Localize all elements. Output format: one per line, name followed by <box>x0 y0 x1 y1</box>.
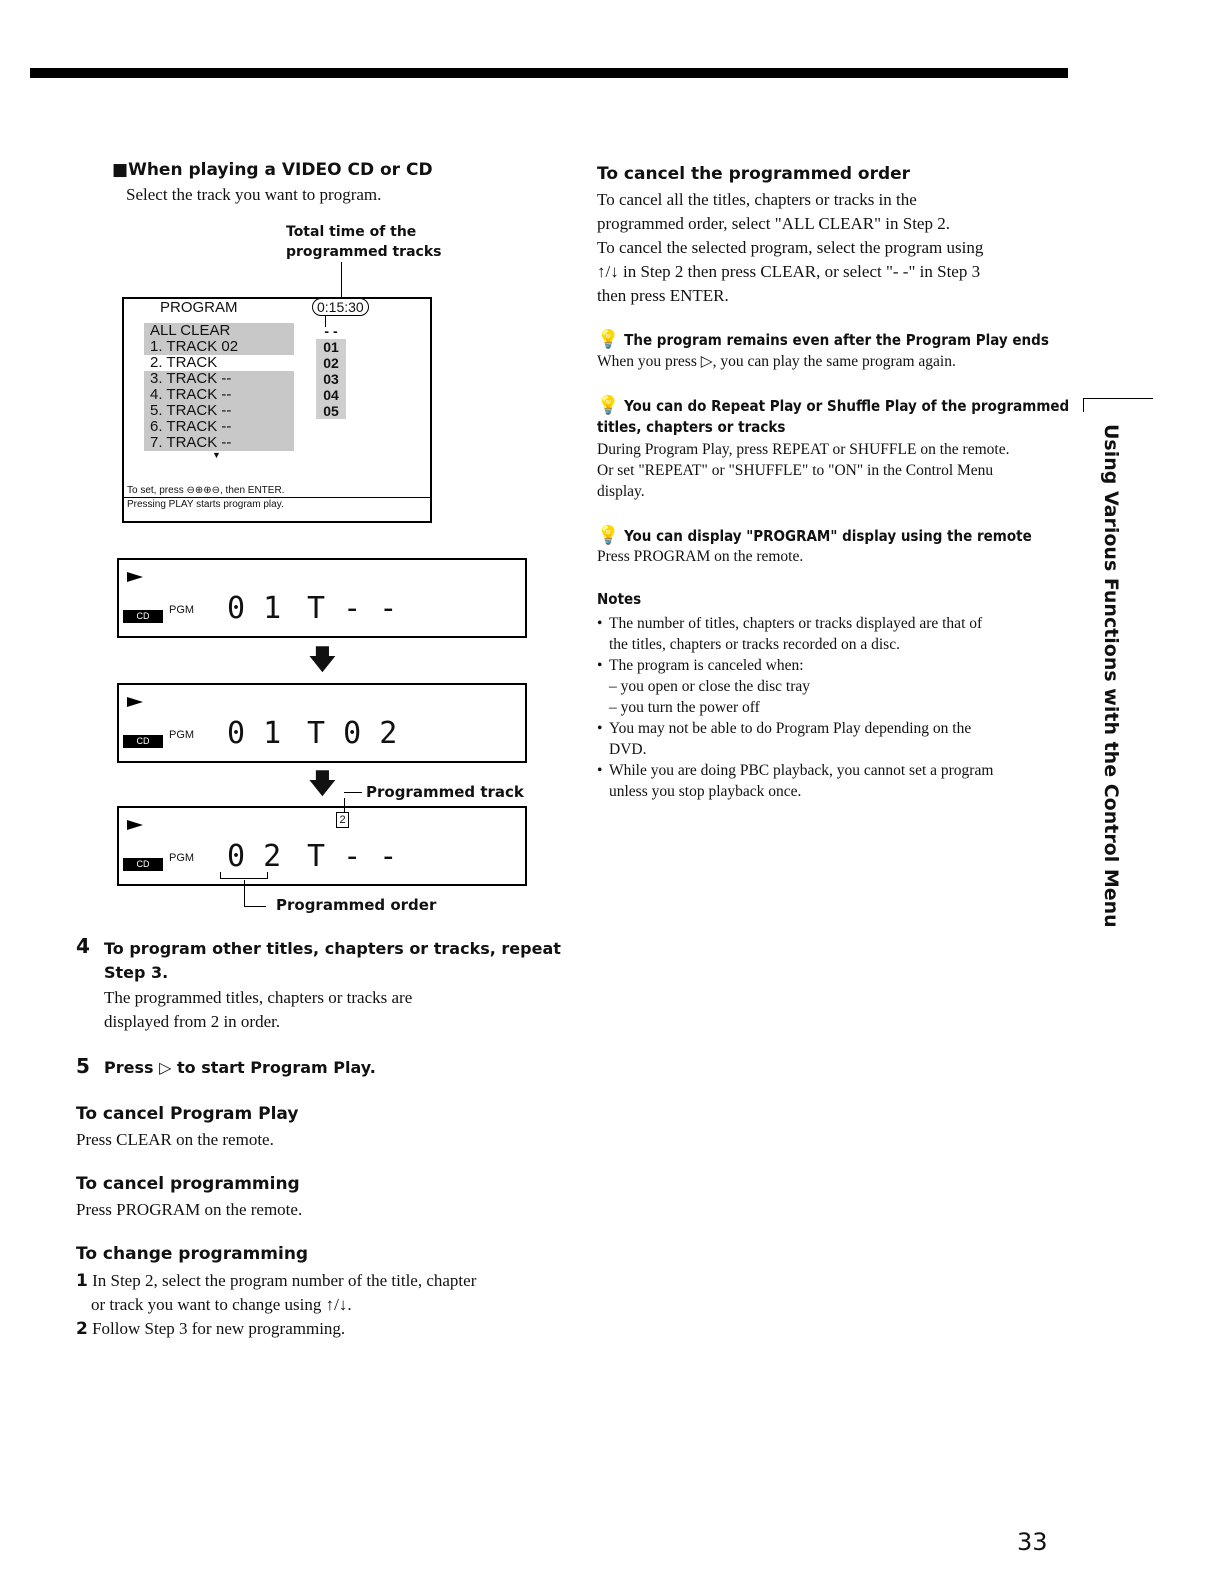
top-rule <box>30 68 1068 78</box>
note-item: • The program is canceled when: – you open or close the disc tray – you turn the power off <box>597 655 1067 718</box>
track-leader-horizontal <box>344 792 362 793</box>
change-programming-list: 1 In Step 2, select the program number of the title, chapter or track you want to change using ↑/↓. 2 Follow Step 3 for new programming. <box>76 1271 477 1339</box>
note-item: • While you are doing PBC playback, you cannot set a program unless you stop playback once. <box>597 760 1067 802</box>
tip-3-body: Press PROGRAM on the remote. <box>597 548 804 565</box>
side-tab-label: Using Various Functions with the Control Menu <box>1100 424 1122 928</box>
program-number: 01 <box>323 339 339 355</box>
program-item: 1. TRACK 02 <box>144 339 294 355</box>
tip-2-body: During Program Play, press REPEAT or SHUFFLE on the remote. Or set "REPEAT" or "SHUFFLE" to "ON" in the Control Menu display. <box>597 441 1010 500</box>
intro-text: Select the track you want to program. <box>126 185 382 204</box>
track-digits: T - - <box>307 591 398 626</box>
pgm-indicator: PGM <box>169 852 195 864</box>
lcd-display-3 <box>117 806 527 886</box>
cd-badge: CD <box>123 735 163 748</box>
notes-heading: Notes <box>597 590 642 608</box>
step-5-title: Press ▷ to start Program Play. <box>104 1058 376 1077</box>
note-item: • You may not be able to do Program Play depending on the DVD. <box>597 718 1067 760</box>
play-icon <box>127 697 143 707</box>
program-screen-title: PROGRAM <box>160 299 238 316</box>
page-number: 33 <box>1017 1528 1048 1556</box>
program-num-dash: - - <box>324 323 338 339</box>
play-icon <box>127 572 143 582</box>
tip-2-title: 💡 You can do Repeat Play or Shuffle Play of the programmed titles, chapters or tracks <box>597 395 1070 436</box>
program-item: 6. TRACK -- <box>144 419 294 435</box>
track-digits: T - - <box>307 839 398 874</box>
step-4-title: To program other titles, chapters or tracks, repeat Step 3. <box>104 939 561 982</box>
cancel-order-body: To cancel all the titles, chapters or tracks in the programmed order, select "ALL CLEAR" in Step 2. To cancel the selected program, select the program using ↑/↓ in Step 2 then press CLEAR, or select "- -" in Step 3 then press ENTER. <box>597 190 984 305</box>
lightbulb-icon: 💡 <box>597 395 620 416</box>
square-bullet-icon: ■ <box>112 160 129 180</box>
step-4-body: The programmed titles, chapters or tracks are displayed from 2 in order. <box>104 988 413 1031</box>
program-order-digits: 0 1 <box>227 591 282 626</box>
cd-badge: CD <box>123 858 163 871</box>
program-track-list <box>144 323 294 459</box>
play-icon <box>127 820 143 830</box>
order-leader-horizontal <box>244 906 266 907</box>
step-4-number: 4 <box>76 934 90 958</box>
down-arrow-icon: 🡇 <box>308 643 337 676</box>
program-item: 2. TRACK <box>150 354 218 371</box>
side-tab-marker <box>1083 398 1153 412</box>
program-number: 04 <box>323 387 339 403</box>
program-item: ALL CLEAR <box>144 323 294 339</box>
tip-3-title: 💡 You can display "PROGRAM" display using the remote <box>597 525 1032 546</box>
program-number: 05 <box>323 403 339 419</box>
program-item: 3. TRACK -- <box>144 371 294 387</box>
order-bracket <box>220 872 268 879</box>
cd-badge: CD <box>123 610 163 623</box>
play-button-icon: ▷ <box>159 1058 172 1077</box>
step-5-number: 5 <box>76 1054 90 1078</box>
program-order-digits: 0 1 <box>227 716 282 751</box>
pgm-indicator: PGM <box>169 604 195 616</box>
scroll-down-icon: ▼ <box>212 450 221 460</box>
program-total-time: 0:15:30 <box>312 298 369 316</box>
cancel-program-play-heading: To cancel Program Play <box>76 1104 299 1124</box>
pgm-indicator: PGM <box>169 729 195 741</box>
programmed-order-label: Programmed order <box>276 896 437 914</box>
lcd-display-2 <box>117 683 527 763</box>
program-order-digits: 0 2 <box>227 839 282 874</box>
program-screen <box>122 297 432 523</box>
note-item: • The number of titles, chapters or tracks displayed are that of the titles, chapters or tracks recorded on a disc. <box>597 613 1067 655</box>
program-number: 02 <box>323 355 339 371</box>
program-item: 5. TRACK -- <box>144 403 294 419</box>
video-cd-heading: ■When playing a VIDEO CD or CD <box>112 160 433 180</box>
order-leader <box>244 880 245 906</box>
track-digits: T 0 2 <box>307 716 398 751</box>
play-button-icon: ▷ <box>700 353 713 370</box>
footer-divider <box>124 497 430 498</box>
program-item: 7. TRACK -- <box>144 435 294 451</box>
programmed-track-number: 2 <box>336 812 349 828</box>
program-screen-footer: To set, press ⊖⊕⊕⊖, then ENTER. Pressing PLAY starts program play. <box>127 485 285 510</box>
change-programming-heading: To change programming <box>76 1244 309 1264</box>
notes-list <box>597 613 1067 802</box>
cancel-programming-heading: To cancel programming <box>76 1174 300 1194</box>
cancel-programming-body: Press PROGRAM on the remote. <box>76 1200 303 1219</box>
lightbulb-icon: 💡 <box>597 525 620 546</box>
tip-1-body: When you press ▷, you can play the same program again. <box>597 353 956 370</box>
cancel-program-play-body: Press CLEAR on the remote. <box>76 1130 274 1149</box>
total-time-label: Total time of the programmed tracks <box>286 224 442 260</box>
programmed-track-label: Programmed track <box>366 783 524 801</box>
lcd-display-1 <box>117 558 527 638</box>
lightbulb-icon: 💡 <box>597 329 620 350</box>
program-number-column <box>316 339 346 419</box>
total-time-leader <box>341 262 342 298</box>
program-number: 03 <box>323 371 339 387</box>
program-item: 4. TRACK -- <box>144 387 294 403</box>
tip-1-title: 💡 The program remains even after the Program Play ends <box>597 329 1049 350</box>
down-arrow-icon: 🡇 <box>308 767 337 800</box>
cancel-order-heading: To cancel the programmed order <box>597 164 911 184</box>
